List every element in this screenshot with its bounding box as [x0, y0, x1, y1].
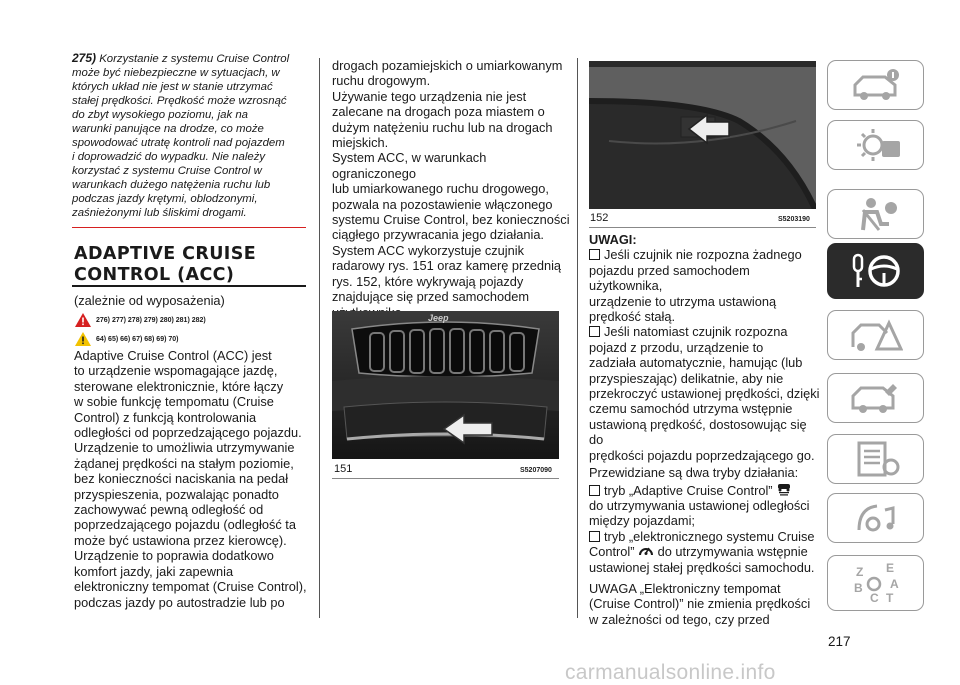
text-line: tryb „Adaptive Cruise Control” [604, 482, 773, 498]
tab-multimedia[interactable] [827, 493, 924, 543]
text-line: lub umiarkowanego ruchu drogowego, [332, 181, 549, 197]
text-line: ruchu drogowym. [332, 73, 431, 89]
tab-breakdown[interactable] [827, 310, 924, 360]
figure-152-code: S5203190 [778, 216, 810, 223]
warning-line: warunki panujące na drodze, co może [72, 123, 264, 135]
warning-box [72, 51, 306, 228]
dashboard-lights-icon [849, 127, 903, 163]
figure-151-number: 151 [334, 463, 353, 475]
mode-item-2 [589, 529, 824, 575]
index-letter: A [889, 577, 899, 591]
tab-technical-data[interactable] [827, 434, 924, 484]
intro-text [74, 348, 312, 610]
note-item-1 [589, 247, 824, 324]
note-item-2 [589, 324, 824, 463]
heading-line: ADAPTIVE CRUISE [74, 244, 257, 264]
tab-driving[interactable] [827, 243, 924, 299]
text-line: System ACC, w warunkach ograniczonego [332, 150, 487, 181]
warning-triangle-icon [74, 312, 92, 328]
watermark: carmanualsonline.info [565, 661, 776, 684]
warning-line: i doprowadzić do wypadku. Nie należy [72, 151, 266, 163]
steering-wheel-key-icon [846, 251, 906, 291]
text-line: zalecane na drogach poza miastem o [332, 104, 545, 120]
text-line: radarowy rys. 151 oraz kamerę przednią [332, 258, 562, 274]
warning-line: spowodować utratę kontroli nad pojazdem [72, 137, 285, 149]
text-line: zadziała automatycznie, hamując (lub [589, 355, 803, 371]
text-line: Adaptive Cruise Control (ACC) jest [74, 348, 272, 363]
bullet-box-icon [589, 249, 600, 260]
caution-triangle-icon [74, 331, 92, 347]
warning-line: zaśnieżonymi lub śliskimi drogami. [72, 207, 247, 219]
text-line: Jeśli natomiast czujnik rozpozna [604, 324, 788, 340]
text-line: w sobie funkcję tempomatu (Cruise [74, 394, 274, 410]
car-info-icon [849, 67, 903, 103]
warning-line: do zbyt wysokiego poziomu, jak na [72, 109, 249, 121]
text-line: znajdujące się przed samochodem [332, 289, 530, 305]
text-line: ciągłego przywracania jego działania. [332, 227, 544, 243]
heading-line: CONTROL (ACC) [74, 265, 235, 285]
text-line: Urządzenie to umożliwia utrzymywanie [74, 440, 295, 456]
text-line: może być ustawiona przez kierowcę). [74, 532, 287, 548]
acc-description [332, 58, 572, 320]
subheading: (zależnie od wyposażenia) [74, 293, 225, 308]
bullet-box-icon [589, 531, 600, 542]
text-line: prędkość stałą. [589, 309, 676, 325]
text-line: poprzedzającego pojazdu (odległość ta [74, 517, 296, 533]
index-letter: Z [855, 565, 863, 579]
text-line: przekroczyć ustawionej prędkości, dzięki [589, 386, 820, 402]
text-line: System ACC wykorzystuje czujnik [332, 242, 525, 258]
index-letter: E [885, 561, 894, 575]
cruise-control-icon [638, 544, 654, 558]
text-line: pojazdu przed samochodem użytkownika, [589, 262, 750, 294]
page-number: 217 [828, 634, 851, 649]
index-letter: C [869, 591, 879, 605]
text-line: Control” [589, 544, 635, 560]
tab-dashboard-lights[interactable] [827, 120, 924, 170]
text-line: elektroniczny tempomat (Cruise Control), [74, 579, 307, 595]
text-line: komfort jazdy, jaki zapewnia [74, 563, 234, 579]
warning-line: Korzystanie z systemu Cruise Control [99, 53, 290, 65]
text-line: UWAGA „Elektroniczny tempomat [589, 580, 781, 596]
figure-151-code: S5207090 [520, 467, 552, 474]
safety-icon [849, 196, 903, 232]
text-line: podczas jazdy po autostradzie lub po [74, 594, 285, 610]
text-line: do utrzymywania ustawionej odległości [589, 497, 810, 513]
note-refs [74, 331, 179, 347]
tab-car-info[interactable] [827, 60, 924, 110]
warning-line: stałej prędkości. Prędkość może wzrosnąć [72, 95, 287, 107]
tab-maintenance[interactable] [827, 373, 924, 423]
text-line: dużym natężeniu ruchu lub na drogach [332, 119, 553, 135]
bullet-box-icon [589, 485, 600, 496]
warning-line: korzystać z systemu Cruise Control w [72, 165, 262, 177]
warning-line: warunkach dużego natężenia ruchu lub [72, 179, 271, 191]
jeep-grille-radar-illustration [332, 311, 559, 459]
section-heading [74, 244, 306, 286]
tab-safety[interactable] [827, 189, 924, 239]
text-line: żądanej prędkości na stałym poziomie, [74, 455, 294, 471]
figure-152-number: 152 [590, 212, 609, 224]
text-line: Urządzenie to poprawia dodatkowo [74, 548, 274, 564]
text-line: systemu Cruise Control, bez konieczności [332, 212, 570, 228]
text-line: pojazd z przodu, urządzenie to [589, 339, 764, 355]
text-line: miejskich. [332, 135, 389, 151]
text-line: przyspieszając) delikatnie, aby nie [589, 370, 784, 386]
cruise-warning [589, 581, 824, 627]
index-icon [846, 560, 906, 606]
column-divider [577, 58, 578, 618]
index-letter: B [853, 581, 863, 595]
text-line: prędkości pojazdu poprzedzającego go. [589, 447, 815, 463]
text-line: przyspieszenia, pozwalając ponadto [74, 486, 279, 502]
text-line: (Cruise Control)” nie zmienia prędkości [589, 596, 811, 612]
figure-152-rule [589, 227, 816, 228]
tab-index[interactable] [827, 555, 924, 611]
bullet-box-icon [589, 326, 600, 337]
text-line: ustawionej stałej prędkości samochodu. [589, 559, 815, 575]
warning-number: 275) [72, 51, 97, 65]
text-line: drogach pozamiejskich o umiarkowanym [332, 58, 563, 73]
windshield-camera-illustration [589, 61, 816, 209]
text-line: rys. 152, które wykrywają pojazdy [332, 273, 524, 289]
breakdown-triangle-icon [849, 317, 903, 353]
text-line: ustawioną prędkość, dostosowując się do [589, 416, 807, 448]
text-line: Control) z funkcją kontrolowania [74, 409, 257, 425]
text-line: bez konieczności naciskania na pedał [74, 471, 289, 487]
warning-line: podczas jazdy krętymi, oblodzonymi, [72, 193, 258, 205]
text-line: sterowane elektronicznie, które łączy [74, 378, 284, 394]
text-line: w zależności od tego, czy przed [589, 611, 770, 627]
text-line: pozwala na pozostawienie włączonego [332, 196, 553, 212]
warning-refs [74, 312, 206, 328]
multimedia-icon [849, 500, 903, 536]
figure-151-photo [332, 311, 559, 459]
note-refs-text[interactable]: 64) 65) 66) 67) 68) 69) 70) [96, 335, 179, 343]
text-line: zachowywać pewną odległość od [74, 502, 264, 518]
text-line: to urządzenie wspomagające jazdę, [74, 363, 278, 379]
text-line: do utrzymywania wstępnie [657, 544, 808, 560]
text-line: urządzenie to utrzyma ustawioną [589, 293, 777, 309]
column-divider [319, 58, 320, 618]
jeep-logo: Jeep [428, 313, 449, 323]
notes-title: UWAGI: [589, 232, 637, 247]
heading-rule [72, 285, 306, 287]
figure-151-rule [332, 478, 559, 479]
text-line: tryb „elektronicznego systemu Cruise [604, 528, 815, 544]
notes-section [589, 232, 824, 627]
modes-intro: Przewidziane są dwa tryby działania: [589, 465, 799, 481]
figure-152-photo [589, 61, 816, 209]
warning-line: może być niebezpieczne w sytuacjach, w [72, 67, 280, 79]
warning-refs-text[interactable]: 276) 277) 278) 279) 280) 281) 282) [96, 316, 206, 324]
adaptive-cruise-icon [776, 483, 792, 496]
mode-item-1 [589, 483, 824, 529]
text-line: między pojazdami; [589, 513, 695, 529]
warning-line: których układ nie jest w stanie utrzymać [72, 81, 273, 93]
text-line: czemu samochód utrzyma wstępnie [589, 401, 793, 417]
text-line: odległości od poprzedzającego pojazdu. [74, 425, 302, 441]
technical-data-icon [849, 441, 903, 477]
maintenance-car-icon [849, 380, 903, 416]
text-line: Używanie tego urządzenia nie jest [332, 88, 527, 104]
text-line: Jeśli czujnik nie rozpozna żadnego [604, 247, 802, 263]
index-letter: T [885, 591, 893, 605]
